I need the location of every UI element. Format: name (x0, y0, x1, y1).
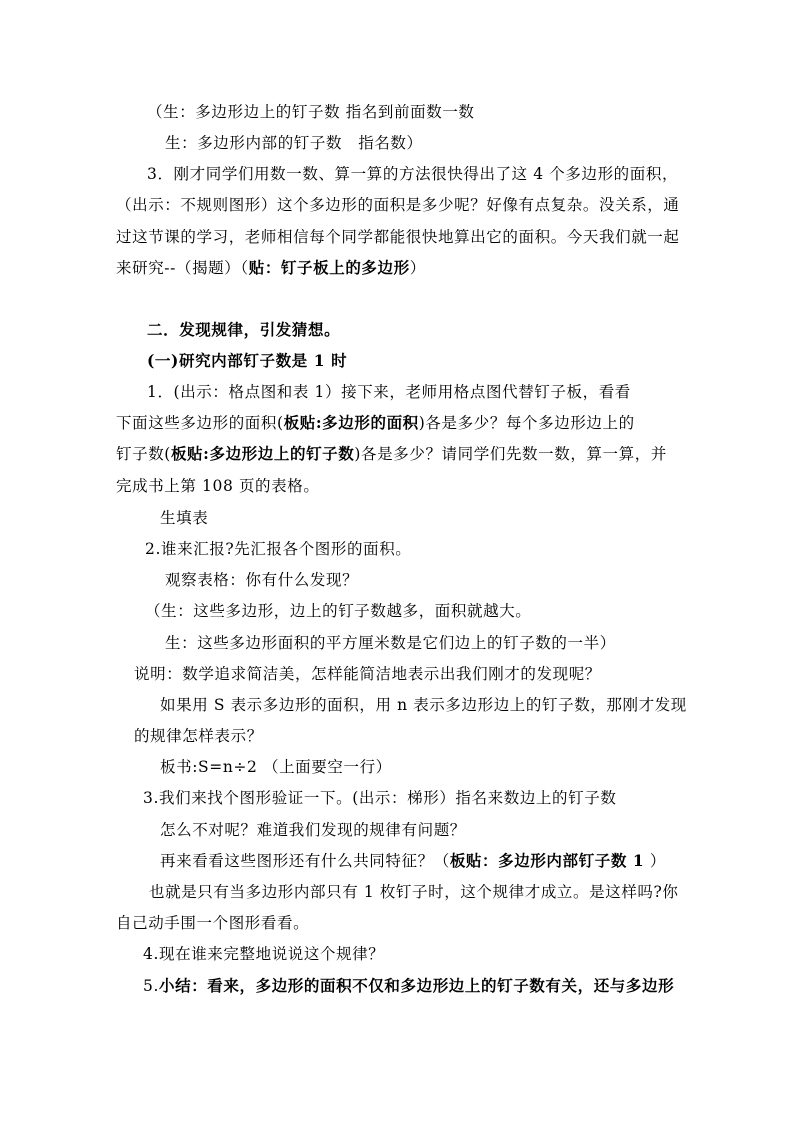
text-line-21: 板书:S=n÷2 （上面要空一行） (160, 758, 392, 776)
text-line-19: 如果用 S 表示多边形的面积，用 n 表示多边形边上的钉子数，那刚才发现 (160, 696, 687, 714)
text-line-9: 1．(出示：格点图和表 1）接下来，老师用格点图代替钉子板，看看 (147, 383, 631, 401)
text-line-22: 3.我们来找个图形验证一下。(出示：梯形）指名来数边上的钉子数 (143, 789, 617, 807)
bold-text: 板贴:多边形的面积 (283, 413, 419, 432)
text-line-13: 生填表 (160, 509, 209, 527)
text-line-28 (143, 975, 674, 997)
text-line-20: 的规律怎样表示？ (134, 727, 263, 745)
text-line-11 (116, 443, 667, 465)
subsection-heading: (一)研究内部钉子数是 1 时 (147, 351, 348, 370)
text-segment: 来研究--（揭题）（ (116, 259, 249, 277)
bold-text: 板贴：多边形内部钉子数 1 (449, 851, 645, 870)
text-line-14: 2.谁来汇报?先汇报各个图形的面积。 (145, 540, 412, 558)
section-heading: 二．发现规律，引发猜想。 (147, 320, 341, 339)
text-line-12: 完成书上第 108 页的表格。 (116, 477, 320, 495)
text-segment: ） (644, 852, 666, 870)
text-line-6 (116, 257, 426, 279)
text-segment: )各是多少？请同学们先数一数，算一算，并 (354, 445, 667, 463)
text-line-10 (116, 412, 635, 434)
text-segment: 下面这些多边形的面积( (116, 414, 284, 432)
text-line-27: 4.现在谁来完整地说说这个规律？ (143, 945, 385, 963)
text-line-1: （生：多边形边上的钉子数 指名到前面数一数 (147, 103, 475, 121)
text-line-18: 说明：数学追求简洁美，怎样能简洁地表示出我们刚才的发现呢？ (134, 665, 601, 683)
text-line-16: （生：这些多边形，边上的钉子数越多，面积就越大。 (145, 602, 532, 620)
text-segment: 5. (143, 977, 159, 995)
text-line-5: 过这节课的学习，老师相信每个同学都能很快地算出它的面积。今天我们就一起 (116, 228, 680, 246)
text-line-25: 也就是只有当多边形内部只有 1 枚钉子时，这个规律才成立。是这样吗?你 (149, 883, 679, 901)
bold-text: 小结：看来，多边形的面积不仅和多边形边上的钉子数有关，还与多边形 (159, 976, 675, 995)
text-line-17: 生：这些多边形面积的平方厘米数是它们边上的钉子数的一半） (165, 634, 616, 652)
text-line-24 (160, 850, 666, 872)
bold-text: 贴：钉子板上的多边形 (248, 258, 410, 277)
text-segment: ） (409, 259, 426, 277)
text-segment: 钉子数( (116, 445, 171, 463)
text-line-2: 生：多边形内部的钉子数 指名数） (165, 134, 423, 152)
text-line-3: 3．刚才同学们用数一数、算一算的方法很快得出了这 4 个多边形的面积， (147, 165, 679, 183)
bold-text: 板贴:多边形边上的钉子数 (170, 444, 355, 463)
text-line-4: （出示：不规则图形）这个多边形的面积是多少呢？好像有点复杂。没关系，通 (116, 196, 680, 214)
text-segment: 再来看看这些图形还有什么共同特征？（ (160, 852, 450, 870)
text-line-23: 怎么不对呢？难道我们发现的规律有问题？ (160, 821, 466, 839)
text-segment: )各是多少？每个多边形边上的 (418, 414, 635, 432)
text-line-26: 自己动手围一个图形看看。 (116, 914, 310, 932)
text-line-15: 观察表格：你有什么发现？ (165, 571, 359, 589)
